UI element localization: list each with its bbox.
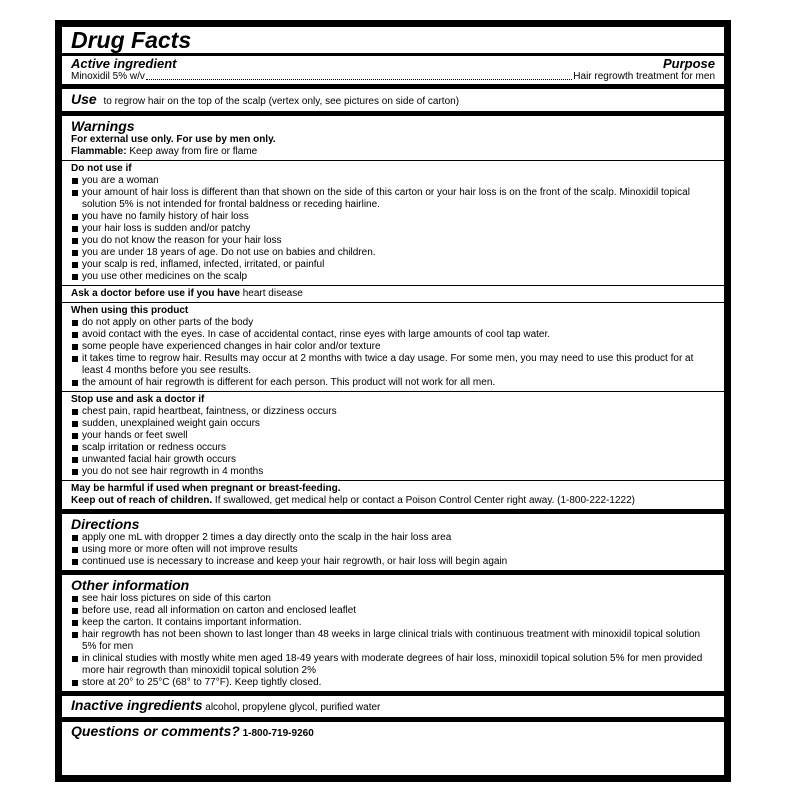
use-section xyxy=(71,89,715,111)
list-item: the amount of hair regrowth is different for each person. This product will not work for all men. xyxy=(71,377,715,389)
list-item: apply one mL with dropper 2 times a day directly onto the scalp in the hair loss area xyxy=(71,532,715,544)
other-information-heading: Other information xyxy=(71,577,190,593)
keep-out-text: If swallowed, get medical help or contact a Poison Control Center right away. (1-800-222-1222) xyxy=(214,495,635,506)
inactive-ingredients-section xyxy=(71,696,715,717)
keep-out-warning xyxy=(71,495,715,507)
list-item: you do not see hair regrowth in 4 months xyxy=(71,466,715,478)
stop-use-list xyxy=(71,406,715,478)
list-item: hair regrowth has not been shown to last longer than 48 weeks in large clinical trials with continuous treatment with minoxidil topical solution 5% for men xyxy=(71,629,715,653)
questions-section xyxy=(71,722,715,743)
list-item: continued use is necessary to increase and keep your hair regrowth, or hair loss will begin again xyxy=(71,556,715,568)
flammable-label: Flammable: xyxy=(71,146,127,157)
warnings-heading: Warnings xyxy=(71,118,135,134)
other-information-list xyxy=(71,593,715,689)
when-using-heading: When using this product xyxy=(71,305,189,316)
active-ingredient-name: Minoxidil 5% w/v xyxy=(71,71,145,82)
list-item: unwanted facial hair growth occurs xyxy=(71,454,715,466)
list-item: you have no family history of hair loss xyxy=(71,211,715,223)
list-item: store at 20° to 25°C (68° to 77°F). Keep tightly closed. xyxy=(71,677,715,689)
questions-heading: Questions or comments? xyxy=(71,723,240,739)
leader-dots xyxy=(146,71,572,80)
other-information-section xyxy=(71,575,715,691)
active-ingredient-row xyxy=(71,71,715,84)
use-heading: Use xyxy=(71,91,97,107)
pregnancy-children-section xyxy=(71,481,715,509)
warnings-section xyxy=(71,116,715,160)
do-not-use-heading: Do not use if xyxy=(71,163,132,174)
active-ingredient-heading: Active ingredient xyxy=(71,56,177,71)
list-item: scalp irritation or redness occurs xyxy=(71,442,715,454)
external-use-warning: For external use only. For use by men only. xyxy=(71,134,276,145)
list-item: see hair loss pictures on side of this carton xyxy=(71,593,715,605)
inactive-ingredients-heading: Inactive ingredients xyxy=(71,697,203,713)
purpose-heading: Purpose xyxy=(662,56,715,71)
stop-use-heading: Stop use and ask a doctor if xyxy=(71,394,205,405)
list-item: it takes time to regrow hair. Results may occur at 2 months with twice a day usage. For some men, you may need to use this product for at least 4 months before you see results. xyxy=(71,353,715,377)
directions-section xyxy=(71,514,715,570)
list-item: some people have experienced changes in hair color and/or texture xyxy=(71,341,715,353)
panel-title: Drug Facts xyxy=(71,27,192,53)
list-item: sudden, unexplained weight gain occurs xyxy=(71,418,715,430)
use-text: to regrow hair on the top of the scalp (vertex only, see pictures on side of carton) xyxy=(103,96,460,107)
ask-doctor-text: heart disease xyxy=(242,288,303,299)
list-item: you are under 18 years of age. Do not use on babies and children. xyxy=(71,247,715,259)
pregnancy-warning: May be harmful if used when pregnant or breast-feeding. xyxy=(71,483,341,494)
list-item: chest pain, rapid heartbeat, faintness, or dizziness occurs xyxy=(71,406,715,418)
ask-doctor-label: Ask a doctor before use if you have xyxy=(71,288,240,299)
list-item: you do not know the reason for your hair loss xyxy=(71,235,715,247)
list-item: your scalp is red, inflamed, infected, irritated, or painful xyxy=(71,259,715,271)
when-using-section xyxy=(71,303,715,391)
stop-use-section xyxy=(71,392,715,480)
directions-heading: Directions xyxy=(71,516,140,532)
flammable-warning xyxy=(71,146,715,158)
active-ingredient-purpose: Hair regrowth treatment for men xyxy=(573,71,715,82)
ask-doctor-section xyxy=(71,286,715,302)
list-item: before use, read all information on carton and enclosed leaflet xyxy=(71,605,715,617)
questions-phone: 1-800-719-9260 xyxy=(242,728,314,739)
list-item: your hands or feet swell xyxy=(71,430,715,442)
list-item: do not apply on other parts of the body xyxy=(71,317,715,329)
list-item: in clinical studies with mostly white men aged 18-49 years with moderate degrees of hair loss, minoxidil topical solution 5% for men provided more hair regrowth than minoxidil topical solution 2% xyxy=(71,653,715,677)
inactive-ingredients-text: alcohol, propylene glycol, purified water xyxy=(205,702,381,713)
list-item: your hair loss is sudden and/or patchy xyxy=(71,223,715,235)
list-item: keep the carton. It contains important information. xyxy=(71,617,715,629)
keep-out-label: Keep out of reach of children. xyxy=(71,495,213,506)
list-item: you are a woman xyxy=(71,175,715,187)
list-item: you use other medicines on the scalp xyxy=(71,271,715,283)
list-item: your amount of hair loss is different than that shown on the side of this carton or your hair loss is on the front of the scalp. Minoxidil topical solution 5% is not intended for frontal baldness or receding hairline. xyxy=(71,187,715,211)
when-using-list xyxy=(71,317,715,389)
do-not-use-list xyxy=(71,175,715,283)
do-not-use-section xyxy=(71,161,715,285)
drug-facts-panel xyxy=(55,20,731,782)
list-item: using more or more often will not improve results xyxy=(71,544,715,556)
flammable-text: Keep away from fire or flame xyxy=(129,146,258,157)
active-ingredient-header xyxy=(71,57,715,71)
directions-list xyxy=(71,532,715,568)
list-item: avoid contact with the eyes. In case of accidental contact, rinse eyes with large amounts of cool tap water. xyxy=(71,329,715,341)
